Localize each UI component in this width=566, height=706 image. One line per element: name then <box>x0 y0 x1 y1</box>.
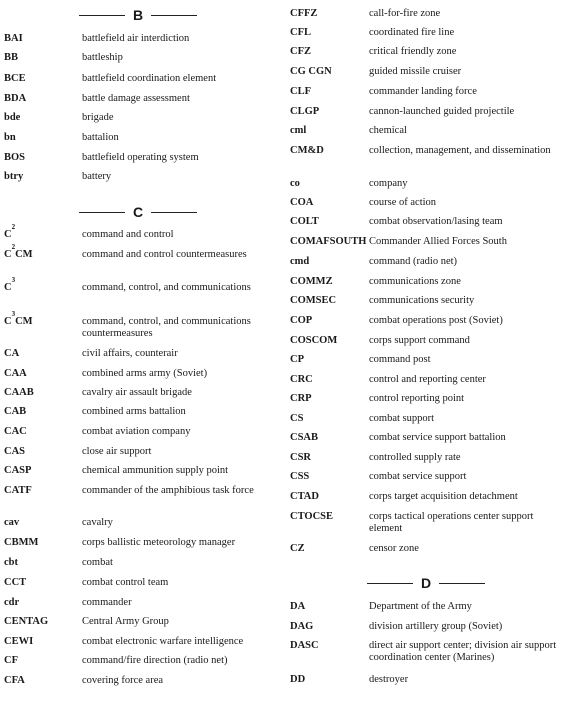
entry-abbreviation: CSS <box>290 471 310 482</box>
entry-abbreviation: $C^2CM$ <box>4 243 33 260</box>
entry-definition: chemical <box>369 125 407 136</box>
entry-definition: battalion <box>82 132 119 143</box>
entry-abbreviation: CEWI <box>4 636 34 647</box>
entry-abbreviation: COLT <box>290 216 319 227</box>
entry-abbreviation: DD <box>290 674 306 685</box>
entry-definition: censor zone <box>369 543 419 554</box>
entry-definition: combat aviation company <box>82 426 191 437</box>
entry-definition: cavalry air assault brigade <box>82 387 192 398</box>
entry-definition: command post <box>369 354 431 365</box>
section-letter: D <box>420 575 432 591</box>
section-letter: C <box>132 204 144 220</box>
entry-definition: destroyer <box>369 674 409 685</box>
entry-abbreviation: CCT <box>4 577 27 588</box>
section-heading-c <box>4 202 272 222</box>
entry-definition: Central Army Group <box>82 616 169 627</box>
entry-definition: coordinated fire line <box>369 27 455 38</box>
entry-abbreviation: DAG <box>290 621 314 632</box>
entry-abbreviation: bde <box>4 112 21 123</box>
entry-definition: Department of the Army <box>369 601 472 612</box>
entry-definition: combat electronic warfare intelligence <box>82 636 244 647</box>
entry-abbreviation: CTOCSE <box>290 511 333 522</box>
heading-rule <box>439 583 485 584</box>
heading-rule <box>151 212 197 213</box>
entry-abbreviation: CSAB <box>290 432 319 443</box>
entry-abbreviation: CZ <box>290 543 305 554</box>
entry-abbreviation: BDA <box>4 93 27 104</box>
entry-definition: combat support <box>369 413 435 424</box>
entry-abbreviation: cml <box>290 125 307 136</box>
entry-abbreviation: CS <box>290 413 304 424</box>
entry-abbreviation: CF <box>4 655 18 666</box>
entry-abbreviation: bn <box>4 132 16 143</box>
entry-definition: Commander Allied Forces South <box>369 236 507 247</box>
entry-abbreviation: CAS <box>4 446 26 457</box>
entry-definition: battlefield operating system <box>82 152 199 163</box>
entry-abbreviation: CBMM <box>4 537 39 548</box>
entry-abbreviation: CFA <box>4 675 25 686</box>
entry-abbreviation: co <box>290 178 300 189</box>
entry-abbreviation: CAAB <box>4 387 34 398</box>
entry-abbreviation: $C^3CM$ <box>4 310 33 327</box>
entry-abbreviation: CLF <box>290 86 311 97</box>
entry-definition: combat service support <box>369 471 467 482</box>
entry-definition: control reporting point <box>369 393 465 404</box>
entry-definition: direct air support center; division air support coordination center (Marines) <box>369 640 557 663</box>
entry-abbreviation: cmd <box>290 256 310 267</box>
entry-definition: combat control team <box>82 577 169 588</box>
entry-abbreviation: BB <box>4 52 19 63</box>
entry-abbreviation: CA <box>4 348 20 359</box>
entry-definition: command (radio net) <box>369 256 458 267</box>
entry-abbreviation: COP <box>290 315 313 326</box>
entry-definition: civil affairs, counterair <box>82 348 178 359</box>
entry-definition: cavalry <box>82 517 113 528</box>
entry-definition: company <box>369 178 408 189</box>
heading-rule <box>151 15 197 16</box>
entry-definition: corps ballistic meteorology manager <box>82 537 236 548</box>
heading-rule <box>367 583 413 584</box>
heading-rule <box>79 212 125 213</box>
entry-abbreviation: CFFZ <box>290 8 318 19</box>
entry-abbreviation: COSCOM <box>290 335 338 346</box>
entry-definition: corps target acquisition detachment <box>369 491 518 502</box>
entry-definition: critical friendly zone <box>369 46 457 57</box>
entry-definition: corps tactical operations center support element <box>369 511 534 534</box>
entry-definition: battleship <box>82 52 123 63</box>
entry-abbreviation: DASC <box>290 640 319 651</box>
entry-definition: command, control, and communications countermeasures <box>82 316 251 339</box>
entry-definition: combat operations post (Soviet) <box>369 315 503 326</box>
entry-definition: command/fire direction (radio net) <box>82 655 228 666</box>
entry-definition: collection, management, and dissemination <box>369 145 551 156</box>
entry-abbreviation: CM&D <box>290 145 324 156</box>
entry-definition: corps support command <box>369 335 470 346</box>
entry-abbreviation: $C^3$ <box>4 276 16 293</box>
section-heading-d <box>290 573 562 593</box>
entry-definition: commander of the amphibious task force <box>82 485 254 496</box>
entry-definition: guided missile cruiser <box>369 66 462 77</box>
entry-abbreviation: CG CGN <box>290 66 332 77</box>
entry-abbreviation: COMAFSOUTH <box>290 236 367 247</box>
entry-definition: combat <box>82 557 113 568</box>
entry-definition: commander landing force <box>369 86 477 97</box>
entry-definition: battery <box>82 171 112 182</box>
entry-abbreviation: CAA <box>4 368 27 379</box>
entry-abbreviation: CRP <box>290 393 312 404</box>
entry-definition: covering force area <box>82 675 164 686</box>
entry-abbreviation: CASP <box>4 465 32 476</box>
entry-definition: command and control countermeasures <box>82 249 247 260</box>
entry-abbreviation: CSR <box>290 452 312 463</box>
entry-definition: combined arms army (Soviet) <box>82 368 208 379</box>
entry-abbreviation: CTAD <box>290 491 319 502</box>
entry-abbreviation: CAC <box>4 426 27 437</box>
entry-abbreviation: BCE <box>4 73 26 84</box>
heading-rule <box>79 15 125 16</box>
entry-definition: combined arms battalion <box>82 406 186 417</box>
entry-abbreviation: cdr <box>4 597 20 608</box>
entry-abbreviation: cav <box>4 517 20 528</box>
entry-definition: cannon-launched guided projectile <box>369 106 515 117</box>
entry-abbreviation: CENTAG <box>4 616 49 627</box>
entry-definition: commander <box>82 597 132 608</box>
entry-definition: battlefield air interdiction <box>82 33 190 44</box>
entry-definition: battle damage assessment <box>82 93 190 104</box>
entry-abbreviation: BAI <box>4 33 23 44</box>
entry-abbreviation: COMMZ <box>290 276 333 287</box>
entry-abbreviation: CATF <box>4 485 32 496</box>
entry-abbreviation: btry <box>4 171 24 182</box>
entry-abbreviation: COMSEC <box>290 295 337 306</box>
entry-definition: communications zone <box>369 276 461 287</box>
entry-definition: battlefield coordination element <box>82 73 217 84</box>
entry-abbreviation: COA <box>290 197 314 208</box>
entry-definition: call-for-fire zone <box>369 8 441 19</box>
entry-definition: command, control, and communications <box>82 282 251 293</box>
entry-abbreviation: CAB <box>4 406 27 417</box>
entry-definition: chemical ammunition supply point <box>82 465 229 476</box>
entry-definition: combat observation/lasing team <box>369 216 503 227</box>
entry-definition: course of action <box>369 197 437 208</box>
entry-abbreviation: BOS <box>4 152 26 163</box>
entry-definition: controlled supply rate <box>369 452 461 463</box>
entry-abbreviation: CFL <box>290 27 311 38</box>
section-heading-b <box>4 5 272 25</box>
entry-abbreviation: $C^2$ <box>4 223 16 240</box>
entry-definition: control and reporting center <box>369 374 486 385</box>
entry-definition: division artillery group (Soviet) <box>369 621 503 632</box>
entry-abbreviation: DA <box>290 601 306 612</box>
entry-definition: close air support <box>82 446 152 457</box>
entry-abbreviation: CLGP <box>290 106 320 117</box>
section-letter: B <box>132 7 144 23</box>
entry-definition: combat service support battalion <box>369 432 506 443</box>
entry-abbreviation: cbt <box>4 557 18 568</box>
entry-abbreviation: CRC <box>290 374 313 385</box>
entry-abbreviation: CP <box>290 354 304 365</box>
entry-definition: brigade <box>82 112 114 123</box>
entry-abbreviation: CFZ <box>290 46 311 57</box>
entry-definition: communications security <box>369 295 475 306</box>
entry-definition: command and control <box>82 229 174 240</box>
